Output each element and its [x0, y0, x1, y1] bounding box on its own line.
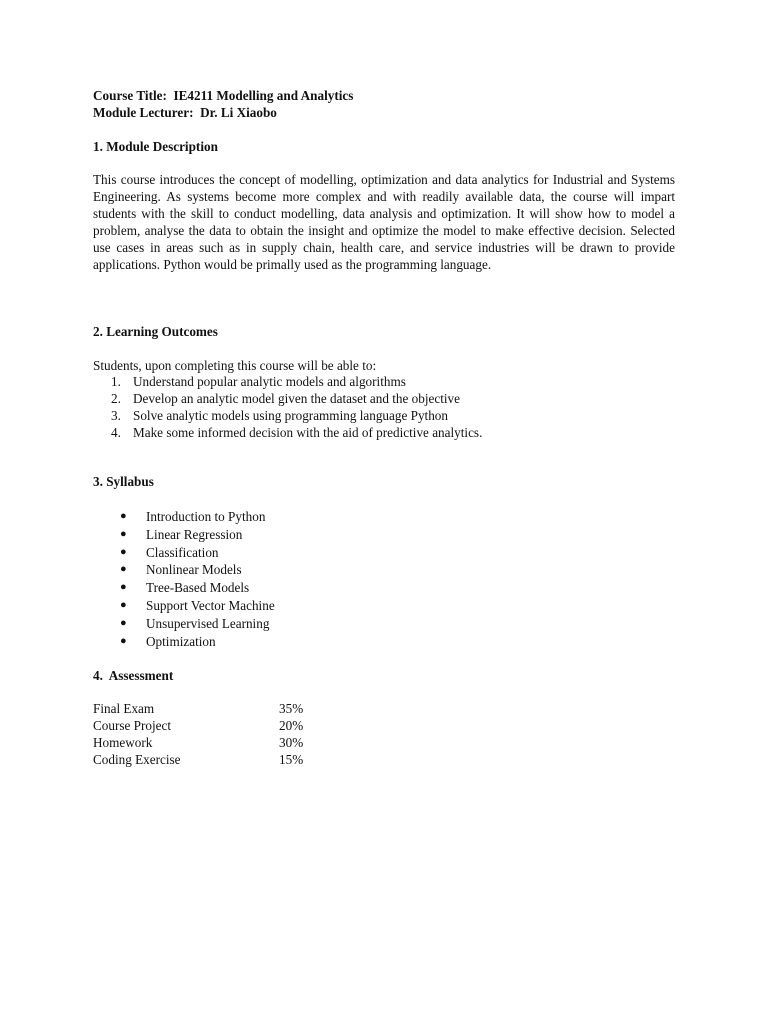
- assessment-label: Coding Exercise: [93, 752, 181, 767]
- list-number: 4.: [111, 425, 121, 440]
- learning-outcomes-list: [93, 373, 675, 441]
- lecturer-label: Module Lecturer:: [93, 105, 194, 120]
- list-item: [93, 561, 675, 579]
- course-title-label: Course Title:: [93, 88, 167, 103]
- list-item-text: Classification: [146, 544, 219, 560]
- assessment-label: Final Exam: [93, 701, 155, 716]
- bullet-icon: ●: [120, 563, 127, 576]
- bullet-icon: ●: [120, 510, 127, 522]
- list-item-text: Nonlinear Models: [146, 562, 242, 578]
- assessment-value: 20%: [279, 718, 304, 733]
- table-row: [93, 717, 493, 734]
- assessment-value: 35%: [279, 701, 304, 716]
- bullet-icon: ●: [120, 634, 127, 647]
- list-item-text: Linear Regression: [146, 526, 243, 542]
- list-item-text: Make some informed decision with the aid of predictive analytics.: [133, 425, 483, 440]
- list-item: [93, 597, 675, 615]
- list-item: [93, 526, 675, 544]
- bullet-icon: ●: [120, 545, 127, 558]
- list-item: [93, 579, 675, 597]
- list-item: [93, 615, 675, 633]
- assessment-value: 15%: [279, 752, 304, 767]
- list-item: [93, 508, 675, 526]
- list-number: 1.: [111, 374, 121, 389]
- course-title-line: [93, 87, 353, 104]
- section-heading-assessment: 4. Assessment: [93, 668, 174, 683]
- list-item: [93, 633, 675, 651]
- list-item-text: Introduction to Python: [146, 509, 266, 524]
- list-item-text: Understand popular analytic models and algorithms: [133, 374, 406, 389]
- bullet-icon: ●: [120, 616, 127, 629]
- list-item: [93, 424, 675, 441]
- section-heading-module-description: 1. Module Description: [93, 139, 218, 154]
- assessment-label: Homework: [93, 735, 153, 750]
- section-heading-syllabus: 3. Syllabus: [93, 474, 154, 489]
- bullet-icon: ●: [120, 598, 127, 611]
- table-row: [93, 734, 493, 751]
- list-item-text: Develop an analytic model given the dataset and the objective: [133, 391, 461, 406]
- assessment-table: [93, 700, 493, 768]
- list-item: [93, 544, 675, 562]
- list-item: [93, 373, 675, 390]
- lecturer-line: [93, 104, 277, 121]
- list-item-text: Tree-Based Models: [146, 580, 250, 596]
- lecturer-value: Dr. Li Xiaobo: [200, 105, 277, 120]
- table-row: [93, 700, 493, 717]
- list-item: [93, 390, 675, 407]
- module-description-paragraph: This course introduces the concept of modelling, optimization and data analytics for Industrial and Systems Engineering. As systems become more complex and with readily available data, the course will impart students with the skill to conduct modelling, data analysis and optimization. It will show how to model a problem, analyse the data to obtain the insight and optimize the model to make effective decision. Selected use cases in areas such as in supply chain, health care, and service industries will be drawn to provide applications. Python would be primally used as the programming language.: [93, 172, 675, 272]
- list-number: 2.: [111, 391, 121, 406]
- list-item-text: Solve analytic models using programming language Python: [133, 408, 448, 423]
- course-title-value: IE4211 Modelling and Analytics: [173, 88, 354, 103]
- list-item-text: Unsupervised Learning: [146, 615, 270, 631]
- table-row: [93, 751, 493, 768]
- list-number: 3.: [111, 408, 121, 423]
- list-item-text: Support Vector Machine: [146, 597, 275, 613]
- assessment-label: Course Project: [93, 718, 172, 733]
- list-item: [93, 407, 675, 424]
- syllabus-list: [93, 508, 675, 650]
- section-heading-learning-outcomes: 2. Learning Outcomes: [93, 324, 218, 339]
- bullet-icon: ●: [120, 527, 127, 540]
- list-item-text: Optimization: [146, 633, 216, 649]
- assessment-value: 30%: [279, 735, 304, 750]
- learning-outcomes-intro: Students, upon completing this course will be able to:: [93, 358, 377, 373]
- bullet-icon: ●: [120, 581, 127, 594]
